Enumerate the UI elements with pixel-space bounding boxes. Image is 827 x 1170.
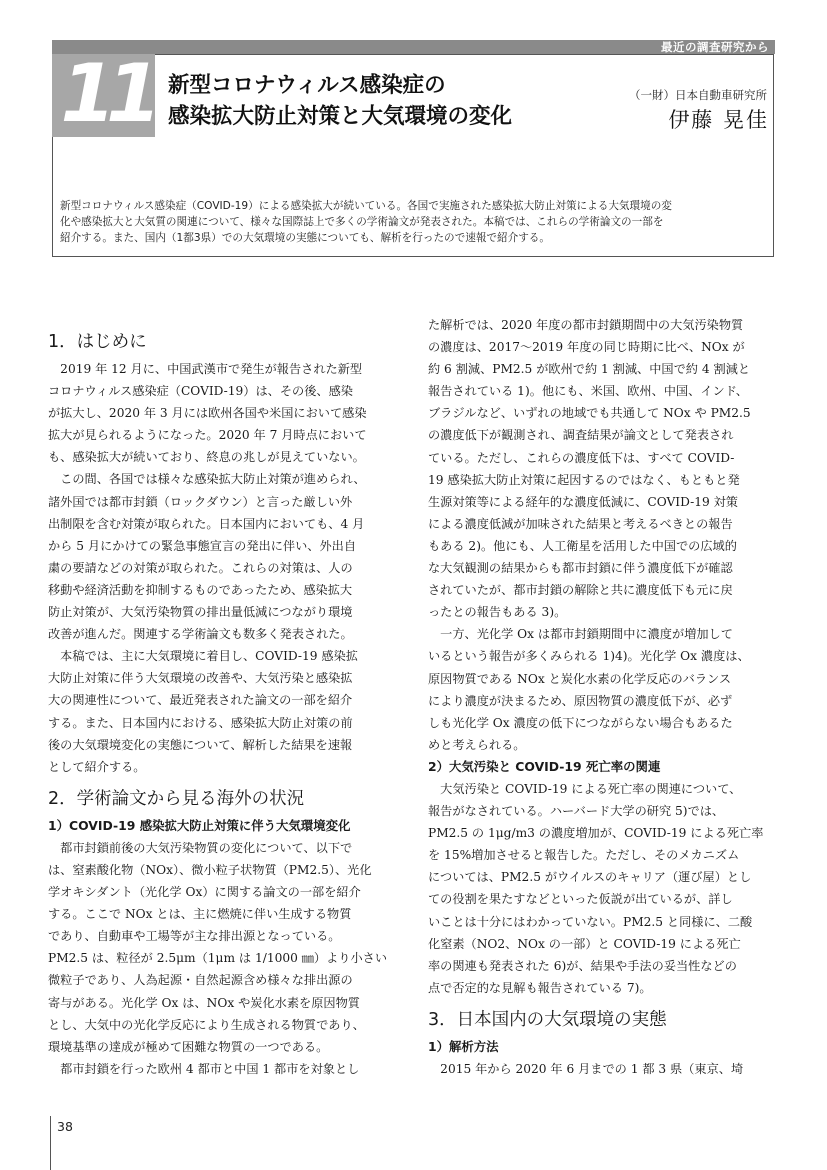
subsection-heading-3-1: 1）解析方法 <box>428 1038 499 1054</box>
text-line: 大防止対策に伴う大気環境の改善や、大気汚染と感染拡 <box>48 671 353 686</box>
text-line: 寄与がある。光化学 Ox は、NOx や炭化水素を原因物質 <box>48 995 360 1010</box>
text-line: な大気観測の結果からも都市封鎖に伴う濃度低下が確認 <box>428 561 733 576</box>
abstract-line: 新型コロナウィルス感染症（COVID-19）による感染拡大が続いている。各国で実施された感染拡大防止対策による大気環境の変 <box>60 200 672 212</box>
text-line: の濃度低下が観測され、調査結果が論文として発表され <box>428 428 734 443</box>
text-line: 化窒素（NO2、NOx の一部）と COVID-19 による死亡 <box>428 936 741 951</box>
text-line: めと考えられる。 <box>428 737 526 752</box>
text-line: 2019 年 12 月に、中国武漢市で発生が報告された新型 <box>48 362 363 376</box>
section-heading-3: 3．日本国内の大気環境の実態 <box>428 1009 667 1030</box>
title-line-1: 新型コロナウィルス感染症の <box>168 73 446 98</box>
text-line: による濃度低減が加味された結果と考えるべきとの報告 <box>428 516 733 531</box>
text-line: とし、大気中の光化学反応により生成される物質であり、 <box>48 1017 365 1032</box>
text-line: 改善が進んだ。関連する学術論文も数多く発表された。 <box>48 627 353 642</box>
text-line: の濃度は、2017～2019 年度の同じ時期に比べ、NOx が <box>428 340 745 355</box>
text-line: しも光化学 Ox 濃度の低下につながらない場合もあるた <box>428 715 733 730</box>
subsection-heading-2-2: 2）大気汚染と COVID-19 死亡率の関連 <box>428 758 661 774</box>
page-rule <box>50 1116 51 1170</box>
text-line: 本稿では、主に大気環境に着目し、COVID-19 感染拡 <box>48 649 358 664</box>
text-line: 率の関連も発表された 6)が、結果や手法の妥当性などの <box>428 958 737 973</box>
left-column <box>48 331 400 1080</box>
text-line: もある 2)。他にも、人工衛星を活用した中国での広域的 <box>428 538 737 553</box>
text-line: 防止対策が、大気汚染物質の排出量低減につながり環境 <box>48 605 353 620</box>
article-number: 11 <box>60 47 152 140</box>
text-line: 一方、光化学 Ox は都市封鎖期間中に濃度が増加して <box>428 627 733 642</box>
text-line: 約 6 割減、PM2.5 が欧州で約 1 割減、中国で約 4 割減と <box>428 362 751 377</box>
page-number: 38 <box>57 1119 73 1134</box>
text-line: ったとの報告もある 3)。 <box>428 605 567 620</box>
text-line: が拡大し、2020 年 3 月には欧州各国や米国において感染 <box>48 406 367 421</box>
subsection-heading-2-1: 1）COVID-19 感染拡大防止対策に伴う大気環境変化 <box>48 817 351 833</box>
text-line: 学オキシダント（光化学 Ox）に関する論文の一部を紹介 <box>48 885 361 900</box>
text-line: ている。ただし、これらの濃度低下は、すべて COVID- <box>428 450 735 465</box>
text-line: コロナウィルス感染症（COVID-19）は、その後、感染 <box>48 384 353 399</box>
paragraph-intro <box>48 358 400 778</box>
text-line: として紹介する。 <box>48 759 146 774</box>
paragraph-lockdown <box>48 837 400 1080</box>
text-line: から 5 月にかけての緊急事態宣言の発出に伴い、外出自 <box>48 538 357 553</box>
text-line: た解析では、2020 年度の都市封鎖期間中の大気汚染物質 <box>428 318 744 332</box>
paragraph-lockdown-continued <box>428 314 780 756</box>
text-line: 微粒子であり、人為起源・自然起源含め様々な排出源の <box>48 973 353 988</box>
text-line: する。また、日本国内における、感染拡大防止対策の前 <box>48 715 353 730</box>
text-line: 報告されている 1)。他にも、米国、欧州、中国、インド、 <box>428 384 748 399</box>
text-line: PM2.5 の 1μg/m3 の濃度増加が、COVID-19 による死亡率 <box>428 826 764 841</box>
text-line: ブラジルなど、いずれの地域でも共通して NOx や PM2.5 <box>428 406 751 421</box>
section-heading-2: 2．学術論文から見る海外の状況 <box>48 788 305 809</box>
text-line: 粛の要請などの対策が取られた。これらの対策は、人の <box>48 560 353 575</box>
text-line: を 15%増加させると報告した。ただし、そのメカニズム <box>428 848 740 863</box>
paragraph-method <box>428 1058 780 1080</box>
text-line: 後の大気環境変化の実態について、解析した結果を速報 <box>48 737 353 752</box>
series-label: 最近の調査研究から <box>661 40 769 54</box>
text-line: いるという報告が多くみられる 1)4)。光化学 Ox 濃度は、 <box>428 649 750 664</box>
text-line: により濃度が決まるため、原因物質の濃度低下が、必ず <box>428 693 733 708</box>
text-line: 報告がなされている。ハーバード大学の研究 5)では、 <box>428 804 725 819</box>
abstract <box>60 198 774 246</box>
text-line: 原因物質である NOx と炭化水素の化学反応のバランス <box>428 671 732 686</box>
section-heading-1: 1．はじめに <box>48 332 147 352</box>
text-line: いことは十分にはわかっていない。PM2.5 と同様に、二酸 <box>428 914 753 929</box>
text-line: 諸外国では都市封鎖（ロックダウン）と言った厳しい外 <box>48 494 353 509</box>
abstract-line: 紹介する。また、国内（1都3県）での大気環境の実態についても、解析を行ったので速報で紹介する。 <box>60 232 550 244</box>
text-line: ての役割を果たすなどといった仮説が出ているが、詳し <box>428 892 733 907</box>
text-line: 点で否定的な見解も報告されている 7)。 <box>428 980 652 995</box>
author-name: 伊藤 晃佳 <box>668 108 769 132</box>
text-line: 拡大が見られるようになった。2020 年 7 月時点において <box>48 428 367 443</box>
title-line-2: 感染拡大防止対策と大気環境の変化 <box>168 104 513 129</box>
text-line: この間、各国では様々な感染拡大防止対策が進められ、 <box>48 472 366 487</box>
text-line: 生源対策等による経年的な濃度低減に、COVID-19 対策 <box>428 494 738 509</box>
text-line: 大の関連性について、最近発表された論文の一部を紹介 <box>48 693 353 708</box>
article-number-block <box>52 47 155 140</box>
text-line: 移動や経済活動を抑制するものであったため、感染拡大 <box>48 582 353 597</box>
text-line: 出制限を含む対策が取られた。日本国内においても、4 月 <box>48 516 365 531</box>
text-line: 19 感染拡大防止対策に起因するのではなく、もともと発 <box>428 472 740 487</box>
text-line: されていたが、都市封鎖の解除と共に濃度低下も元に戻 <box>428 583 733 598</box>
text-line: であり、自動車や工場等が主な排出源となっている。 <box>48 929 341 944</box>
text-line: 環境基準の達成が極めて困難な物質の一つである。 <box>48 1039 329 1054</box>
text-line: 都市封鎖を行った欧州 4 都市と中国 1 都市を対象とし <box>48 1061 360 1076</box>
paragraph-mortality <box>428 778 780 999</box>
text-line: PM2.5 は、粒径が 2.5μm（1μm は 1/1000 ㎜）より小さい <box>48 951 388 966</box>
text-line: 大気汚染と COVID-19 による死亡率の関連について、 <box>428 781 742 796</box>
article-title <box>168 70 512 132</box>
text-line: は、窒素酸化物（NOx）、微小粒子状物質（PM2.5）、光化 <box>48 862 372 877</box>
text-line: 2015 年から 2020 年 6 月までの 1 都 3 県（東京、埼 <box>428 1062 744 1076</box>
right-column <box>428 314 780 1080</box>
series-bar <box>52 40 775 54</box>
text-line: する。ここで NOx とは、主に燃焼に伴い生成する物質 <box>48 907 352 922</box>
abstract-line: 化や感染拡大と大気質の関連について、様々な国際誌上で多くの学術論文が発表された。本稿では、これらの学術論文の一部を <box>60 216 664 228</box>
text-line: も、感染拡大が続いており、終息の兆しが見えていない。 <box>48 450 365 465</box>
text-line: については、PM2.5 がウイルスのキャリア（運び屋）とし <box>428 870 752 885</box>
text-line: 都市封鎖前後の大気汚染物質の変化について、以下で <box>48 840 353 855</box>
author-affiliation: （一財）日本自動車研究所 <box>629 88 767 102</box>
